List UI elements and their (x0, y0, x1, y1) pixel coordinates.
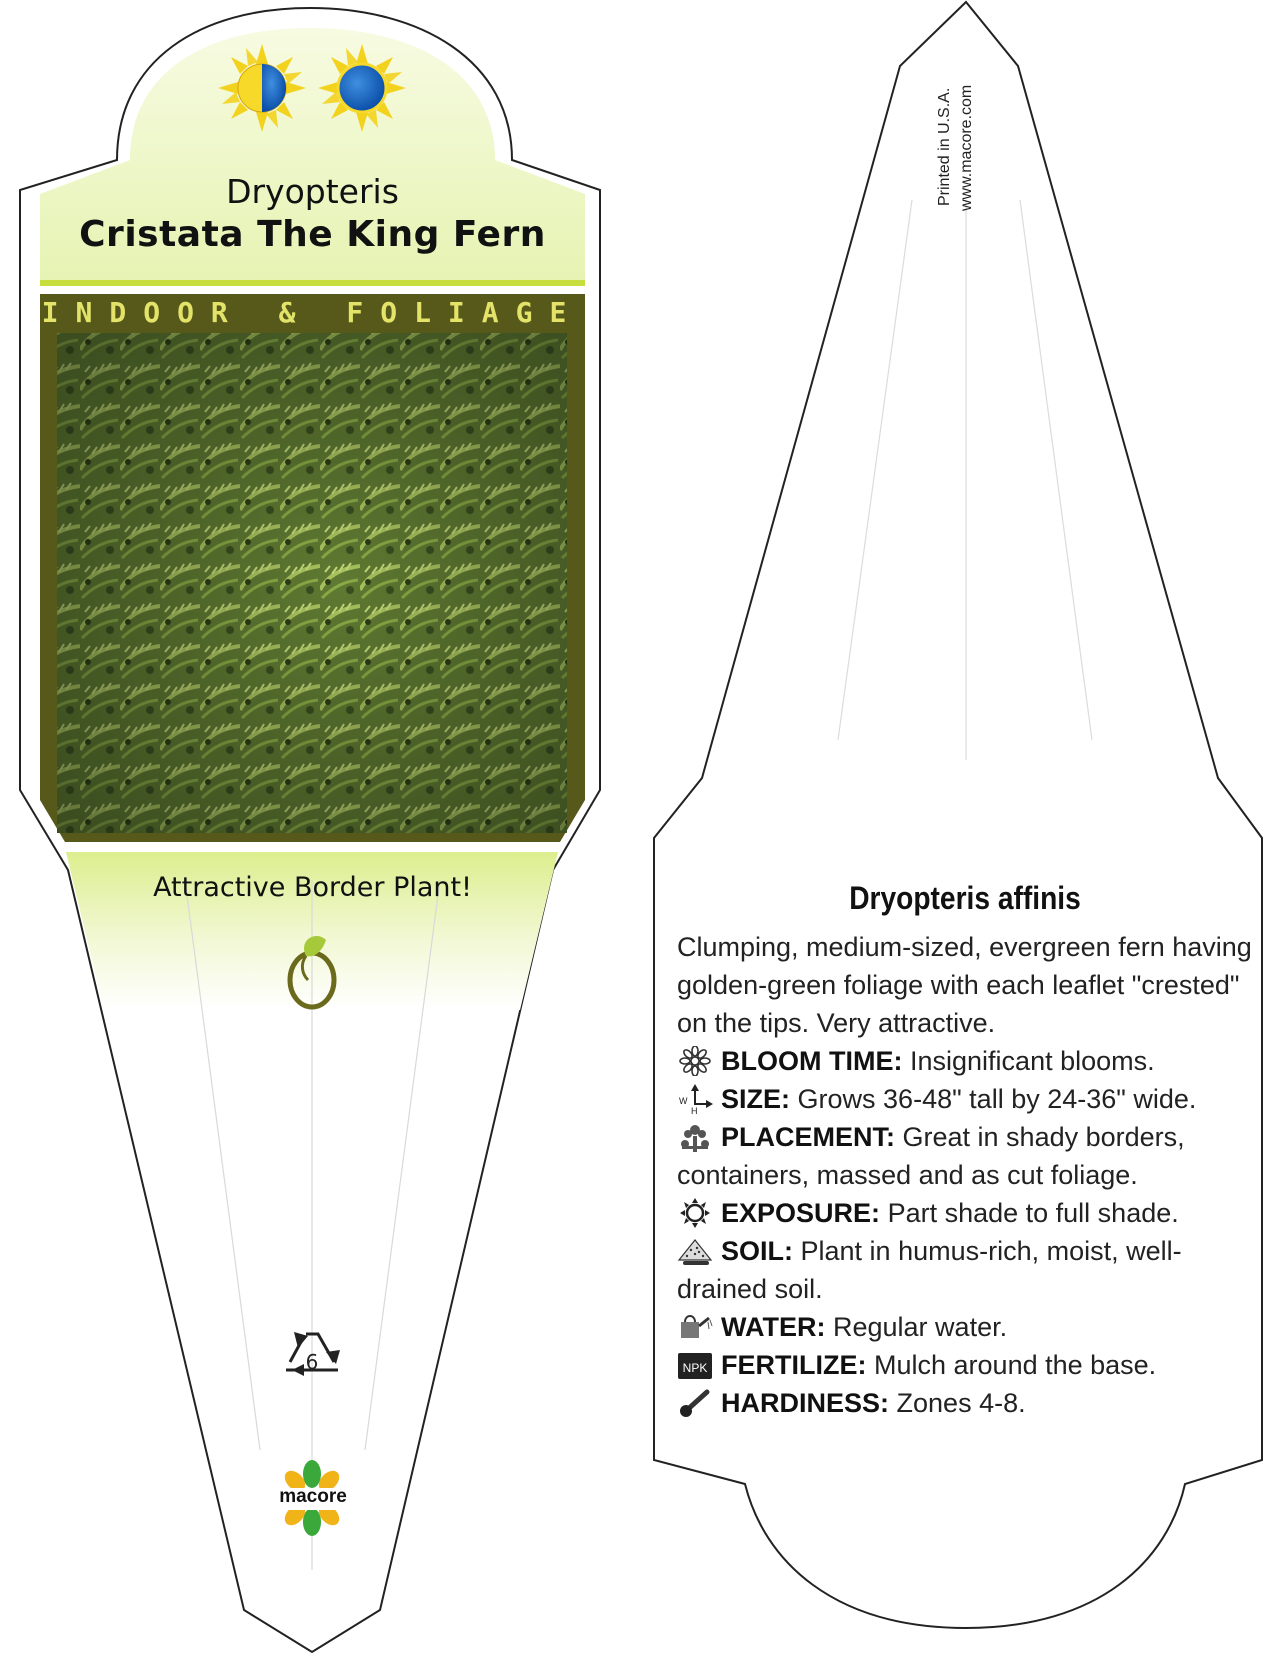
care-info (677, 928, 1267, 1422)
size-row (677, 1080, 1267, 1118)
watering-can-icon (677, 1312, 713, 1342)
recycle-number: 6 (305, 1350, 319, 1374)
soil-text: Plant in humus-rich, moist, well-drained soil. (677, 1236, 1182, 1304)
hardiness-text: Zones 4-8. (896, 1388, 1026, 1418)
brand-name: macore (279, 1486, 347, 1507)
exposure-text: Part shade to full shade. (887, 1198, 1179, 1228)
npk-text: NPK (682, 1361, 708, 1375)
shade-icon (318, 44, 406, 132)
size-arrows-icon (677, 1084, 713, 1114)
soil-icon (677, 1236, 713, 1266)
placement-label: PLACEMENT: (721, 1122, 895, 1152)
flower-icon (677, 1046, 713, 1076)
website: www.macore.com (958, 84, 975, 211)
npk-icon (677, 1350, 713, 1380)
placement-row (677, 1118, 1267, 1194)
brand-logo (268, 1462, 358, 1534)
svg-text:H: H (691, 1106, 698, 1114)
sun-icon (677, 1198, 713, 1228)
water-label: WATER: (721, 1312, 826, 1342)
botanical-name: Dryopteris affinis (849, 880, 1081, 916)
recycle-code (284, 1328, 340, 1384)
bloom-time-text: Insignificant blooms. (910, 1046, 1155, 1076)
printed-in: Printed in U.S.A. (936, 87, 953, 206)
fertilize-text: Mulch around the base. (874, 1350, 1157, 1380)
category-label: INDOOR & FOLIAGE (41, 296, 584, 329)
placement-text: Great in shady borders, containers, massed and as cut foliage. (677, 1122, 1185, 1190)
plant-common-name: Cristata The King Fern (79, 214, 546, 255)
exposure-label: EXPOSURE: (721, 1198, 881, 1228)
accent-line (40, 280, 585, 286)
description: Clumping, medium-sized, evergreen fern having golden-green foliage with each leaflet "crested" on the tips. Very attractive. (677, 932, 1252, 1038)
placement-icon (677, 1122, 713, 1152)
water-text: Regular water. (833, 1312, 1008, 1342)
part-sun-icon (218, 44, 306, 132)
water-row (677, 1308, 1267, 1346)
fertilize-row (677, 1346, 1267, 1384)
hardiness-row (677, 1384, 1267, 1422)
svg-text:W: W (679, 1096, 688, 1106)
thermometer-icon (677, 1388, 713, 1418)
bloom-time-label: BLOOM TIME: (721, 1046, 903, 1076)
size-label: SIZE: (721, 1084, 791, 1114)
size-text: Grows 36-48" tall by 24-36" wide. (797, 1084, 1197, 1114)
exposure-row (677, 1194, 1267, 1232)
plant-genus: Dryopteris (226, 172, 399, 211)
bloom-time-row (677, 1042, 1267, 1080)
print-info (936, 51, 975, 211)
soil-row (677, 1232, 1267, 1308)
soil-label: SOIL: (721, 1236, 793, 1266)
tagline: Attractive Border Plant! (153, 872, 472, 903)
fertilize-label: FERTILIZE: (721, 1350, 867, 1380)
hardiness-label: HARDINESS: (721, 1388, 890, 1418)
